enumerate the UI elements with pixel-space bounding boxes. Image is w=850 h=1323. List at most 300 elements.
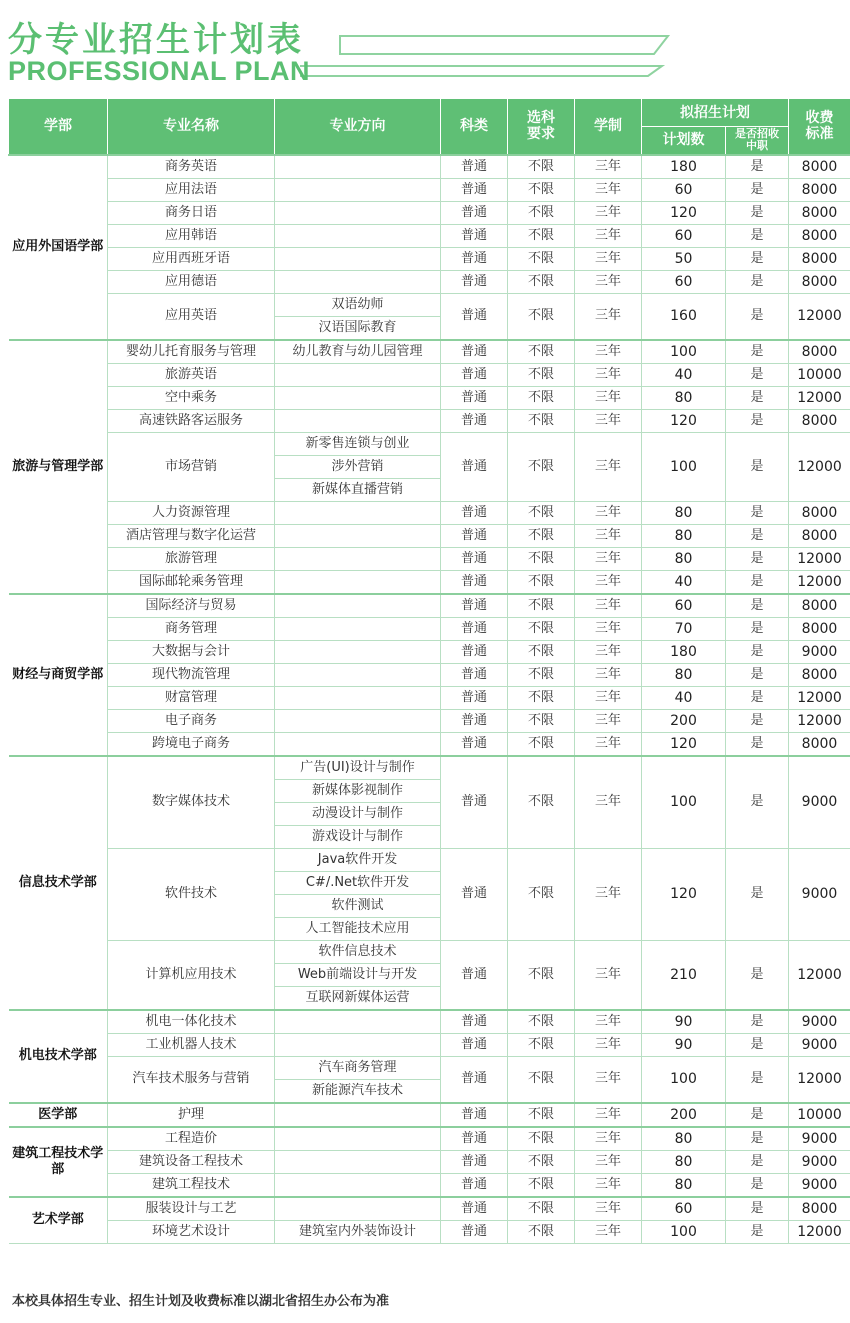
accepts-secondary-cell: 是 bbox=[726, 155, 789, 179]
table-row bbox=[9, 1010, 850, 1034]
accepts-secondary-cell: 是 bbox=[726, 848, 789, 940]
accepts-secondary-cell: 是 bbox=[726, 201, 789, 224]
category-cell: 普通 bbox=[441, 432, 508, 501]
fee-cell: 12000 bbox=[789, 709, 850, 732]
direction-cell bbox=[275, 709, 441, 732]
category-cell: 普通 bbox=[441, 594, 508, 618]
major-name-cell: 跨境电子商务 bbox=[108, 732, 275, 756]
major-name-cell: 电子商务 bbox=[108, 709, 275, 732]
subject-requirement-cell: 不限 bbox=[508, 1127, 575, 1151]
table-row bbox=[9, 570, 850, 594]
category-cell: 普通 bbox=[441, 1056, 508, 1103]
accepts-secondary-cell: 是 bbox=[726, 363, 789, 386]
table-row bbox=[9, 386, 850, 409]
enrollment-plan-table bbox=[8, 98, 850, 1244]
major-name-cell: 软件技术 bbox=[108, 848, 275, 940]
table-row bbox=[9, 709, 850, 732]
fee-cell: 8000 bbox=[789, 732, 850, 756]
subject-requirement-cell: 不限 bbox=[508, 1150, 575, 1173]
table-row bbox=[9, 270, 850, 293]
fee-cell: 12000 bbox=[789, 570, 850, 594]
plan-count-cell: 180 bbox=[642, 640, 726, 663]
direction-cell: 广告(UI)设计与制作 bbox=[275, 756, 441, 780]
direction-cell bbox=[275, 732, 441, 756]
fee-cell: 10000 bbox=[789, 1103, 850, 1127]
header-dept: 学部 bbox=[9, 99, 108, 155]
fee-cell: 8000 bbox=[789, 594, 850, 618]
plan-count-cell: 120 bbox=[642, 732, 726, 756]
direction-cell bbox=[275, 617, 441, 640]
major-name-cell: 财富管理 bbox=[108, 686, 275, 709]
years-cell: 三年 bbox=[575, 1150, 642, 1173]
fee-cell: 9000 bbox=[789, 848, 850, 940]
years-cell: 三年 bbox=[575, 1127, 642, 1151]
subject-requirement-cell: 不限 bbox=[508, 570, 575, 594]
major-name-cell: 现代物流管理 bbox=[108, 663, 275, 686]
table-row bbox=[9, 1056, 850, 1079]
table-row bbox=[9, 1103, 850, 1127]
subject-requirement-cell: 不限 bbox=[508, 293, 575, 340]
direction-cell bbox=[275, 1127, 441, 1151]
category-cell: 普通 bbox=[441, 848, 508, 940]
category-cell: 普通 bbox=[441, 756, 508, 849]
direction-cell: 人工智能技术应用 bbox=[275, 917, 441, 940]
years-cell: 三年 bbox=[575, 547, 642, 570]
major-name-cell: 商务日语 bbox=[108, 201, 275, 224]
major-name-cell: 人力资源管理 bbox=[108, 501, 275, 524]
years-cell: 三年 bbox=[575, 524, 642, 547]
subject-requirement-cell: 不限 bbox=[508, 617, 575, 640]
years-cell: 三年 bbox=[575, 386, 642, 409]
table-row bbox=[9, 409, 850, 432]
major-name-cell: 服装设计与工艺 bbox=[108, 1197, 275, 1221]
category-cell: 普通 bbox=[441, 663, 508, 686]
fee-cell: 8000 bbox=[789, 340, 850, 364]
plan-count-cell: 40 bbox=[642, 570, 726, 594]
table-row bbox=[9, 224, 850, 247]
direction-cell: C#/.Net软件开发 bbox=[275, 871, 441, 894]
header-plan-count: 计划数 bbox=[642, 127, 726, 155]
major-name-cell: 汽车技术服务与营销 bbox=[108, 1056, 275, 1103]
direction-cell bbox=[275, 1173, 441, 1197]
fee-cell: 8000 bbox=[789, 224, 850, 247]
subject-requirement-cell: 不限 bbox=[508, 270, 575, 293]
footnote: 本校具体招生专业、招生计划及收费标准以湖北省招生办公布为准 bbox=[12, 1294, 390, 1309]
category-cell: 普通 bbox=[441, 940, 508, 1010]
direction-cell: 新媒体影视制作 bbox=[275, 779, 441, 802]
subject-requirement-cell: 不限 bbox=[508, 1220, 575, 1243]
direction-cell: 游戏设计与制作 bbox=[275, 825, 441, 848]
direction-cell bbox=[275, 1197, 441, 1221]
table-row bbox=[9, 756, 850, 780]
direction-cell bbox=[275, 686, 441, 709]
major-name-cell: 应用英语 bbox=[108, 293, 275, 340]
plan-count-cell: 40 bbox=[642, 686, 726, 709]
category-cell: 普通 bbox=[441, 1150, 508, 1173]
table-row bbox=[9, 848, 850, 871]
fee-cell: 12000 bbox=[789, 940, 850, 1010]
accepts-secondary-cell: 是 bbox=[726, 178, 789, 201]
direction-cell: 汉语国际教育 bbox=[275, 316, 441, 340]
fee-cell: 9000 bbox=[789, 1010, 850, 1034]
direction-cell bbox=[275, 663, 441, 686]
direction-cell: 新零售连锁与创业 bbox=[275, 432, 441, 455]
direction-cell bbox=[275, 224, 441, 247]
accepts-secondary-cell: 是 bbox=[726, 293, 789, 340]
direction-cell bbox=[275, 363, 441, 386]
years-cell: 三年 bbox=[575, 501, 642, 524]
plan-count-cell: 80 bbox=[642, 1127, 726, 1151]
major-name-cell: 大数据与会计 bbox=[108, 640, 275, 663]
subject-requirement-cell: 不限 bbox=[508, 686, 575, 709]
fee-cell: 8000 bbox=[789, 1197, 850, 1221]
major-name-cell: 空中乘务 bbox=[108, 386, 275, 409]
department-cell: 应用外国语学部 bbox=[9, 155, 108, 340]
years-cell: 三年 bbox=[575, 409, 642, 432]
direction-cell bbox=[275, 201, 441, 224]
table-row bbox=[9, 940, 850, 963]
fee-cell: 9000 bbox=[789, 1127, 850, 1151]
major-name-cell: 工业机器人技术 bbox=[108, 1033, 275, 1056]
plan-count-cell: 200 bbox=[642, 1103, 726, 1127]
category-cell: 普通 bbox=[441, 178, 508, 201]
years-cell: 三年 bbox=[575, 1033, 642, 1056]
direction-cell bbox=[275, 155, 441, 179]
table-row bbox=[9, 617, 850, 640]
accepts-secondary-cell: 是 bbox=[726, 432, 789, 501]
fee-cell: 8000 bbox=[789, 501, 850, 524]
accepts-secondary-cell: 是 bbox=[726, 686, 789, 709]
subject-requirement-cell: 不限 bbox=[508, 640, 575, 663]
accepts-secondary-cell: 是 bbox=[726, 617, 789, 640]
plan-count-cell: 120 bbox=[642, 409, 726, 432]
direction-cell bbox=[275, 247, 441, 270]
table-row bbox=[9, 293, 850, 316]
subject-requirement-cell: 不限 bbox=[508, 178, 575, 201]
plan-count-cell: 80 bbox=[642, 501, 726, 524]
years-cell: 三年 bbox=[575, 340, 642, 364]
years-cell: 三年 bbox=[575, 617, 642, 640]
years-cell: 三年 bbox=[575, 663, 642, 686]
direction-cell: Web前端设计与开发 bbox=[275, 963, 441, 986]
direction-cell bbox=[275, 270, 441, 293]
subject-requirement-cell: 不限 bbox=[508, 155, 575, 179]
fee-cell: 8000 bbox=[789, 201, 850, 224]
accepts-secondary-cell: 是 bbox=[726, 501, 789, 524]
fee-cell: 9000 bbox=[789, 640, 850, 663]
fee-cell: 8000 bbox=[789, 663, 850, 686]
category-cell: 普通 bbox=[441, 547, 508, 570]
accepts-secondary-cell: 是 bbox=[726, 570, 789, 594]
subject-requirement-cell: 不限 bbox=[508, 1197, 575, 1221]
category-cell: 普通 bbox=[441, 640, 508, 663]
table-body bbox=[9, 155, 850, 1244]
subject-requirement-cell: 不限 bbox=[508, 409, 575, 432]
fee-cell: 9000 bbox=[789, 756, 850, 849]
direction-cell bbox=[275, 409, 441, 432]
subject-requirement-cell: 不限 bbox=[508, 547, 575, 570]
direction-cell: 新能源汽车技术 bbox=[275, 1079, 441, 1103]
years-cell: 三年 bbox=[575, 363, 642, 386]
major-name-cell: 机电一体化技术 bbox=[108, 1010, 275, 1034]
category-cell: 普通 bbox=[441, 1220, 508, 1243]
subject-requirement-cell: 不限 bbox=[508, 1056, 575, 1103]
plan-count-cell: 90 bbox=[642, 1033, 726, 1056]
fee-cell: 12000 bbox=[789, 1056, 850, 1103]
header-plan-group: 拟招生计划 bbox=[642, 99, 789, 127]
direction-cell: Java软件开发 bbox=[275, 848, 441, 871]
table-row bbox=[9, 201, 850, 224]
subject-requirement-cell: 不限 bbox=[508, 594, 575, 618]
accepts-secondary-cell: 是 bbox=[726, 1197, 789, 1221]
years-cell: 三年 bbox=[575, 1220, 642, 1243]
plan-count-cell: 160 bbox=[642, 293, 726, 340]
direction-cell: 双语幼师 bbox=[275, 293, 441, 316]
category-cell: 普通 bbox=[441, 1197, 508, 1221]
direction-cell: 软件信息技术 bbox=[275, 940, 441, 963]
years-cell: 三年 bbox=[575, 1056, 642, 1103]
category-cell: 普通 bbox=[441, 270, 508, 293]
major-name-cell: 计算机应用技术 bbox=[108, 940, 275, 1010]
major-name-cell: 应用韩语 bbox=[108, 224, 275, 247]
accepts-secondary-cell: 是 bbox=[726, 1173, 789, 1197]
years-cell: 三年 bbox=[575, 1103, 642, 1127]
direction-cell: 幼儿教育与幼儿园管理 bbox=[275, 340, 441, 364]
table-row bbox=[9, 547, 850, 570]
plan-count-cell: 70 bbox=[642, 617, 726, 640]
plan-count-cell: 100 bbox=[642, 1056, 726, 1103]
plan-count-cell: 120 bbox=[642, 848, 726, 940]
major-name-cell: 国际经济与贸易 bbox=[108, 594, 275, 618]
fee-cell: 9000 bbox=[789, 1150, 850, 1173]
direction-cell: 软件测试 bbox=[275, 894, 441, 917]
category-cell: 普通 bbox=[441, 293, 508, 340]
years-cell: 三年 bbox=[575, 709, 642, 732]
years-cell: 三年 bbox=[575, 1197, 642, 1221]
accepts-secondary-cell: 是 bbox=[726, 1103, 789, 1127]
table-row bbox=[9, 732, 850, 756]
category-cell: 普通 bbox=[441, 201, 508, 224]
fee-cell: 12000 bbox=[789, 432, 850, 501]
major-name-cell: 商务管理 bbox=[108, 617, 275, 640]
fee-cell: 8000 bbox=[789, 270, 850, 293]
accepts-secondary-cell: 是 bbox=[726, 1220, 789, 1243]
department-cell: 旅游与管理学部 bbox=[9, 340, 108, 594]
years-cell: 三年 bbox=[575, 293, 642, 340]
plan-count-cell: 80 bbox=[642, 547, 726, 570]
plan-count-cell: 60 bbox=[642, 270, 726, 293]
major-name-cell: 工程造价 bbox=[108, 1127, 275, 1151]
table-row bbox=[9, 155, 850, 179]
major-name-cell: 建筑设备工程技术 bbox=[108, 1150, 275, 1173]
subject-requirement-cell: 不限 bbox=[508, 940, 575, 1010]
table-row bbox=[9, 1220, 850, 1243]
years-cell: 三年 bbox=[575, 432, 642, 501]
accepts-secondary-cell: 是 bbox=[726, 640, 789, 663]
plan-count-cell: 60 bbox=[642, 1197, 726, 1221]
category-cell: 普通 bbox=[441, 409, 508, 432]
accepts-secondary-cell: 是 bbox=[726, 1056, 789, 1103]
fee-cell: 9000 bbox=[789, 1033, 850, 1056]
years-cell: 三年 bbox=[575, 1173, 642, 1197]
years-cell: 三年 bbox=[575, 756, 642, 849]
plan-count-cell: 60 bbox=[642, 178, 726, 201]
accepts-secondary-cell: 是 bbox=[726, 547, 789, 570]
subject-requirement-cell: 不限 bbox=[508, 386, 575, 409]
page-title: 分专业招生计划表 bbox=[8, 20, 304, 60]
plan-count-cell: 200 bbox=[642, 709, 726, 732]
fee-cell: 8000 bbox=[789, 524, 850, 547]
subject-requirement-cell: 不限 bbox=[508, 1103, 575, 1127]
accepts-secondary-cell: 是 bbox=[726, 409, 789, 432]
years-cell: 三年 bbox=[575, 570, 642, 594]
accepts-secondary-cell: 是 bbox=[726, 1033, 789, 1056]
fee-cell: 12000 bbox=[789, 1220, 850, 1243]
years-cell: 三年 bbox=[575, 201, 642, 224]
accepts-secondary-cell: 是 bbox=[726, 247, 789, 270]
plan-count-cell: 210 bbox=[642, 940, 726, 1010]
subject-requirement-cell: 不限 bbox=[508, 432, 575, 501]
direction-cell bbox=[275, 178, 441, 201]
plan-count-cell: 80 bbox=[642, 386, 726, 409]
direction-cell bbox=[275, 1150, 441, 1173]
fee-cell: 12000 bbox=[789, 293, 850, 340]
subject-requirement-cell: 不限 bbox=[508, 524, 575, 547]
plan-count-cell: 50 bbox=[642, 247, 726, 270]
accepts-secondary-cell: 是 bbox=[726, 524, 789, 547]
subject-requirement-cell: 不限 bbox=[508, 363, 575, 386]
direction-cell bbox=[275, 386, 441, 409]
category-cell: 普通 bbox=[441, 386, 508, 409]
department-cell: 艺术学部 bbox=[9, 1197, 108, 1244]
header-years: 学制 bbox=[575, 99, 642, 155]
table-row bbox=[9, 1127, 850, 1151]
subject-requirement-cell: 不限 bbox=[508, 1033, 575, 1056]
accepts-secondary-cell: 是 bbox=[726, 940, 789, 1010]
accepts-secondary-cell: 是 bbox=[726, 270, 789, 293]
fee-cell: 10000 bbox=[789, 363, 850, 386]
accepts-secondary-cell: 是 bbox=[726, 1127, 789, 1151]
accepts-secondary-cell: 是 bbox=[726, 1150, 789, 1173]
subject-requirement-cell: 不限 bbox=[508, 340, 575, 364]
plan-count-cell: 60 bbox=[642, 224, 726, 247]
table-row bbox=[9, 524, 850, 547]
subject-requirement-cell: 不限 bbox=[508, 224, 575, 247]
category-cell: 普通 bbox=[441, 709, 508, 732]
table-row bbox=[9, 1033, 850, 1056]
fee-cell: 12000 bbox=[789, 686, 850, 709]
fee-cell: 8000 bbox=[789, 178, 850, 201]
accepts-secondary-cell: 是 bbox=[726, 1010, 789, 1034]
table-row bbox=[9, 1197, 850, 1221]
years-cell: 三年 bbox=[575, 1010, 642, 1034]
table-row bbox=[9, 686, 850, 709]
direction-cell: 互联网新媒体运营 bbox=[275, 986, 441, 1010]
plan-count-cell: 100 bbox=[642, 1220, 726, 1243]
table-row bbox=[9, 178, 850, 201]
plan-count-cell: 80 bbox=[642, 1150, 726, 1173]
years-cell: 三年 bbox=[575, 640, 642, 663]
major-name-cell: 应用德语 bbox=[108, 270, 275, 293]
years-cell: 三年 bbox=[575, 155, 642, 179]
plan-count-cell: 100 bbox=[642, 756, 726, 849]
table-row bbox=[9, 1173, 850, 1197]
major-name-cell: 数字媒体技术 bbox=[108, 756, 275, 849]
category-cell: 普通 bbox=[441, 1103, 508, 1127]
header-major: 专业名称 bbox=[108, 99, 275, 155]
plan-count-cell: 100 bbox=[642, 340, 726, 364]
accepts-secondary-cell: 是 bbox=[726, 756, 789, 849]
subject-requirement-cell: 不限 bbox=[508, 756, 575, 849]
category-cell: 普通 bbox=[441, 1010, 508, 1034]
years-cell: 三年 bbox=[575, 940, 642, 1010]
fee-cell: 12000 bbox=[789, 547, 850, 570]
subject-requirement-cell: 不限 bbox=[508, 501, 575, 524]
header-accepts-secondary: 是否招收中职 bbox=[726, 127, 789, 155]
major-name-cell: 高速铁路客运服务 bbox=[108, 409, 275, 432]
subject-requirement-cell: 不限 bbox=[508, 1010, 575, 1034]
direction-cell bbox=[275, 1010, 441, 1034]
major-name-cell: 旅游英语 bbox=[108, 363, 275, 386]
subject-requirement-cell: 不限 bbox=[508, 848, 575, 940]
direction-cell: 动漫设计与制作 bbox=[275, 802, 441, 825]
page-header bbox=[0, 0, 850, 96]
department-cell: 财经与商贸学部 bbox=[9, 594, 108, 756]
fee-cell: 8000 bbox=[789, 247, 850, 270]
years-cell: 三年 bbox=[575, 594, 642, 618]
category-cell: 普通 bbox=[441, 686, 508, 709]
years-cell: 三年 bbox=[575, 247, 642, 270]
category-cell: 普通 bbox=[441, 1033, 508, 1056]
subject-requirement-cell: 不限 bbox=[508, 732, 575, 756]
direction-cell bbox=[275, 1033, 441, 1056]
category-cell: 普通 bbox=[441, 501, 508, 524]
plan-count-cell: 180 bbox=[642, 155, 726, 179]
category-cell: 普通 bbox=[441, 224, 508, 247]
category-cell: 普通 bbox=[441, 155, 508, 179]
table-row bbox=[9, 340, 850, 364]
accepts-secondary-cell: 是 bbox=[726, 340, 789, 364]
major-name-cell: 酒店管理与数字化运营 bbox=[108, 524, 275, 547]
category-cell: 普通 bbox=[441, 570, 508, 594]
accepts-secondary-cell: 是 bbox=[726, 663, 789, 686]
major-name-cell: 商务英语 bbox=[108, 155, 275, 179]
direction-cell bbox=[275, 547, 441, 570]
plan-count-cell: 90 bbox=[642, 1010, 726, 1034]
table-row bbox=[9, 1150, 850, 1173]
table-row bbox=[9, 501, 850, 524]
category-cell: 普通 bbox=[441, 617, 508, 640]
direction-cell: 建筑室内外装饰设计 bbox=[275, 1220, 441, 1243]
direction-cell: 新媒体直播营销 bbox=[275, 478, 441, 501]
major-name-cell: 环境艺术设计 bbox=[108, 1220, 275, 1243]
plan-count-cell: 40 bbox=[642, 363, 726, 386]
years-cell: 三年 bbox=[575, 224, 642, 247]
subject-requirement-cell: 不限 bbox=[508, 1173, 575, 1197]
table-row bbox=[9, 247, 850, 270]
direction-cell bbox=[275, 594, 441, 618]
table-row bbox=[9, 663, 850, 686]
plan-count-cell: 60 bbox=[642, 594, 726, 618]
category-cell: 普通 bbox=[441, 363, 508, 386]
category-cell: 普通 bbox=[441, 732, 508, 756]
direction-cell bbox=[275, 640, 441, 663]
fee-cell: 8000 bbox=[789, 617, 850, 640]
fee-cell: 8000 bbox=[789, 155, 850, 179]
major-name-cell: 应用法语 bbox=[108, 178, 275, 201]
direction-cell bbox=[275, 501, 441, 524]
fee-cell: 12000 bbox=[789, 386, 850, 409]
